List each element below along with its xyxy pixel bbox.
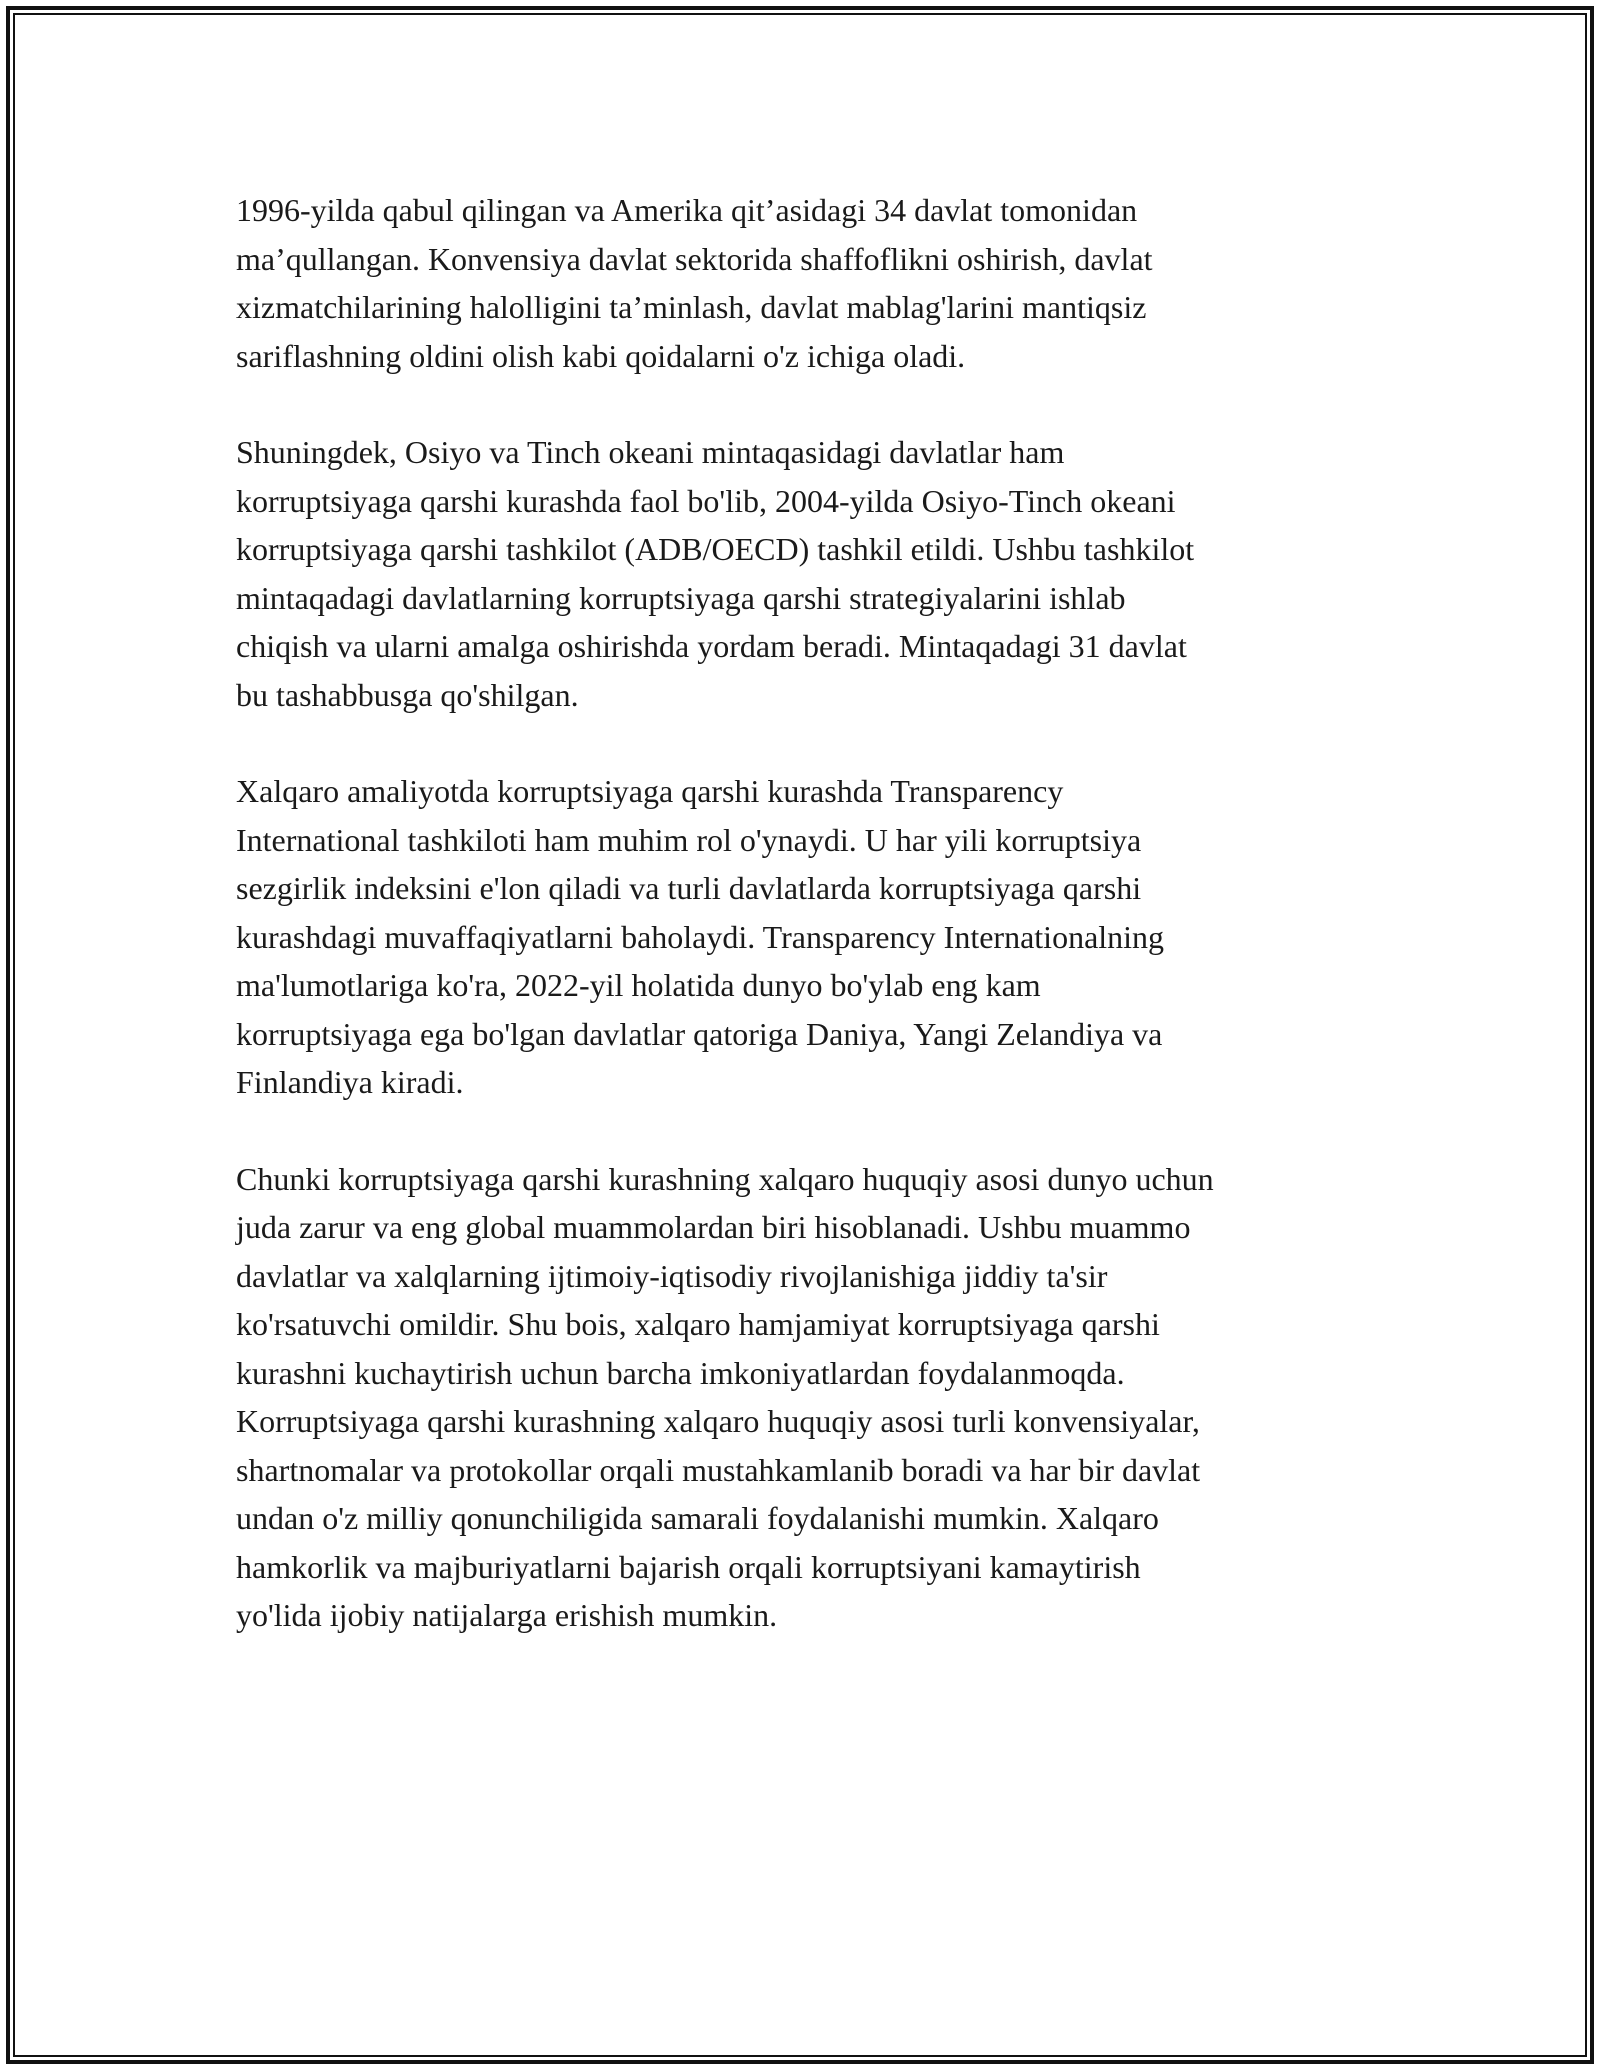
text-line: davlatlar va xalqlarning ijtimoiy-iqtisodiy rivojlanishiga jiddiy ta'sir	[236, 1257, 1108, 1294]
text-line: Finlandiya kiradi.	[236, 1064, 464, 1100]
text-line: sariflashning oldini olish kabi qoidalarni o'z ichiga oladi.	[236, 337, 966, 374]
text-line: kurashdagi muvaffaqiyatlarni baholaydi. Transparency Internationalning	[236, 918, 1165, 955]
text-line: chiqish va ularni amalga oshirishda yordam beradi. Mintaqadagi 31 davlat	[236, 628, 1187, 664]
text-line: ma’qullangan. Konvensiya davlat sektorida shaffoflikni oshirish, davlat	[236, 240, 1153, 277]
text-line: mintaqadagi davlatlarning korruptsiyaga qarshi strategiyalarini ishlab	[236, 579, 1126, 616]
text-line: sezgirlik indeksini e'lon qiladi va turli davlatlarda korruptsiyaga qarshi	[236, 870, 1142, 906]
paragraph-1	[236, 186, 1366, 380]
text-line: korruptsiyaga ega bo'lgan davlatlar qatoriga Daniya, Yangi Zelandiya va	[236, 1015, 1163, 1052]
paragraph-4	[236, 1155, 1366, 1640]
text-line: undan o'z milliy qonunchiligida samarali foydalanishi mumkin. Xalqaro	[236, 1500, 1159, 1536]
text-line: ma'lumotlariga ko'ra, 2022-yil holatida dunyo bo'ylab eng kam	[236, 967, 1041, 1003]
text-line: ko'rsatuvchi omildir. Shu bois, xalqaro hamjamiyat korruptsiyaga qarshi	[236, 1306, 1160, 1342]
text-line: kurashni kuchaytirish uchun barcha imkoniyatlardan foydalanmoqda.	[236, 1354, 1125, 1391]
text-line: Chunki korruptsiyaga qarshi kurashning xalqaro huquqiy asosi dunyo uchun	[236, 1160, 1214, 1197]
document-body	[236, 186, 1366, 1688]
text-line: juda zarur va eng global muammolardan biri hisoblanadi. Ushbu muammo	[236, 1209, 1191, 1245]
text-line: korruptsiyaga qarshi kurashda faol bo'lib, 2004-yilda Osiyo-Tinch okeani	[236, 482, 1176, 519]
text-line: xizmatchilarining halolligini ta’minlash, davlat mablag'larini mantiqsiz	[236, 289, 1147, 325]
text-line: hamkorlik va majburiyatlarni bajarish orqali korruptsiyani kamaytirish	[236, 1548, 1141, 1585]
text-line: International tashkiloti ham muhim rol o'ynaydi. U har yili korruptsiya	[236, 821, 1142, 858]
text-line: 1996-yilda qabul qilingan va Amerika qit’asidagi 34 davlat tomonidan	[236, 192, 1138, 228]
text-line: bu tashabbusga qo'shilgan.	[236, 676, 579, 713]
text-line: Korruptsiyaga qarshi kurashning xalqaro huquqiy asosi turli konvensiyalar,	[236, 1403, 1200, 1439]
text-line: yo'lida ijobiy natijalarga erishish mumkin.	[236, 1597, 778, 1633]
paragraph-2	[236, 428, 1366, 719]
paragraph-3	[236, 767, 1366, 1107]
text-line: Xalqaro amaliyotda korruptsiyaga qarshi kurashda Transparency	[236, 773, 1064, 809]
text-line: shartnomalar va protokollar orqali mustahkamlanib boradi va har bir davlat	[236, 1451, 1201, 1488]
text-line: korruptsiyaga qarshi tashkilot (ADB/OECD) tashkil etildi. Ushbu tashkilot	[236, 531, 1195, 567]
text-line: Shuningdek, Osiyo va Tinch okeani mintaqasidagi davlatlar ham	[236, 434, 1065, 470]
